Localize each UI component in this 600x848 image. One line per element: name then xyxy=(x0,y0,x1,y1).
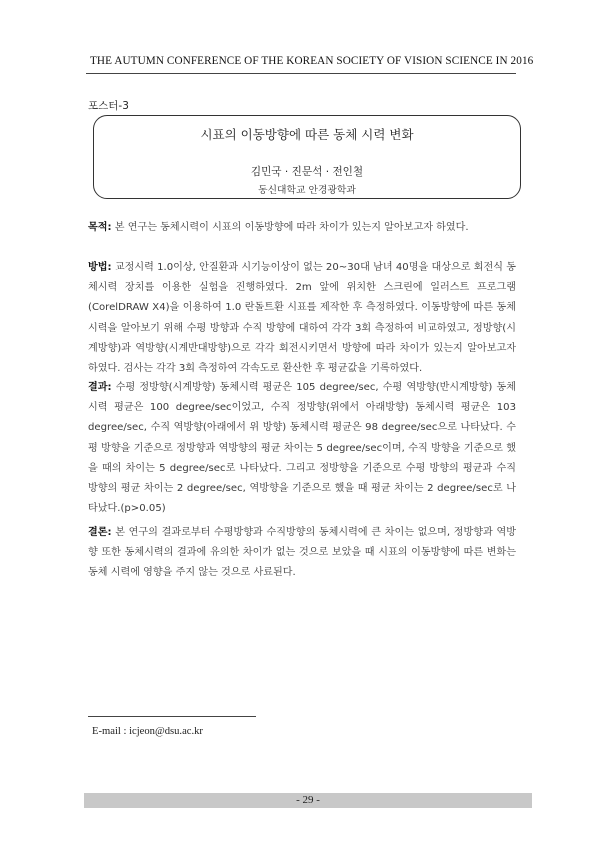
footnote-divider xyxy=(88,716,256,717)
section-conclusion xyxy=(88,523,516,584)
section-method xyxy=(88,258,516,379)
page-number: - 29 - xyxy=(296,794,320,806)
section-body-method: 교정시력 1.0이상, 안질환과 시기능이상이 없는 20~30대 남녀 40명을 대상으로 회전식 동체시력 장치를 이용한 실험을 진행하였다. 2m 앞에 위치한 스크린에 일러스트 프로그램(CorelDRAW X4)을 이용하여 1.0 란돌트환 시표를 제작한 후 측정하였다. 이동방향에 따른 동체시력을 알아보기 위해 수평 방향과 수직 방향에 대하여 각각 3회 측정하여 비교하였고, 정방향(시계방향)과 역방향(시계반대방향)으로 각각 회전시키면서 방향에 따라 차이가 있는지 알아보고자 하였다. 검사는 각각 3회 측정하여 각속도로 환산한 후 평균값을 기록하였다. xyxy=(88,262,516,375)
section-body-results: 수평 정방향(시계방향) 동체시력 평균은 105 degree/sec, 수평 역방향(반시계방향) 동체시력 평균은 100 degree/sec이었고, 수직 정방향(위에서 아래방향) 동체시력 평균은 103 degree/sec, 수직 역방향(아래에서 위 방향) 동체시력 평균은 98 degree/sec으로 나타났다. 수평 방향을 기준으로 정방향과 역방향의 평균 차이는 5 degree/sec이며, 수직 방향을 기준으로 했을 때의 차이는 5 degree/sec로 나타났다. 그리고 정방향을 기준으로 수평 방향의 평균과 수직 방향의 평균 차이는 2 degree/sec, 역방향을 기준으로 했을 때 평균 차이는 2 degree/sec로 나타났다.(p>0.05) xyxy=(88,382,516,515)
section-body-conclusion: 본 연구의 결과로부터 수평방향과 수직방향의 동체시력에 큰 차이는 없으며, 정방향과 역방향 또한 동체시력의 결과에 유의한 차이가 없는 것으로 보았을 때 시표의 이동방향에 따른 변화는 동체 시력에 영향을 주지 않는 것으로 사료된다. xyxy=(88,527,516,579)
poster-label: 포스터-3 xyxy=(88,100,129,112)
title-box xyxy=(93,115,521,199)
paper-title: 시표의 이동방향에 따른 동체 시력 변화 xyxy=(200,127,414,142)
section-results xyxy=(88,378,516,519)
section-heading-purpose: 목적: xyxy=(88,222,112,233)
running-header: THE AUTUMN CONFERENCE OF THE KOREAN SOCIETY OF VISION SCIENCE IN 2016 xyxy=(90,55,534,67)
section-body-purpose: 본 연구는 동체시력이 시표의 이동방향에 따라 차이가 있는지 알아보고자 하였다. xyxy=(111,222,469,233)
section-heading-conclusion: 결론: xyxy=(88,527,112,538)
footer-bar xyxy=(84,793,532,808)
authors: 김민국 · 진문석 · 전인철 xyxy=(250,166,364,178)
footnote-email: E-mail : icjeon@dsu.ac.kr xyxy=(92,726,203,737)
section-purpose xyxy=(88,218,516,238)
section-heading-results: 결과: xyxy=(88,382,112,393)
affiliation: 동신대학교 안경광학과 xyxy=(258,185,356,196)
section-heading-method: 방법: xyxy=(88,262,112,273)
header-divider xyxy=(86,73,516,74)
